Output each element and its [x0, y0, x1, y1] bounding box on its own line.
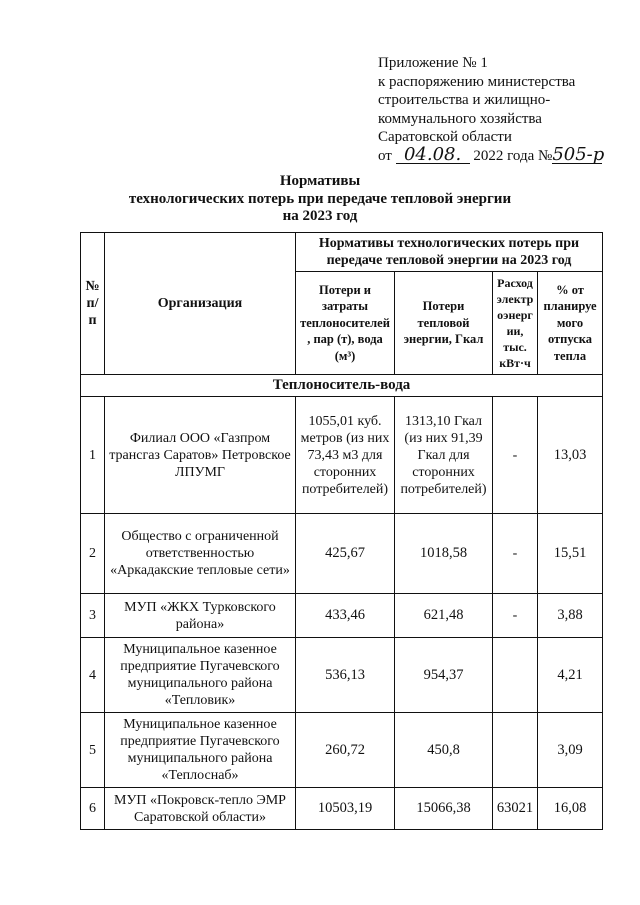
electricity-value: - [493, 397, 538, 514]
percent-value: 4,21 [538, 638, 603, 713]
header-percent: % от планируемого отпуска тепла [538, 272, 603, 375]
handwritten-date: 04.08. [396, 147, 470, 164]
electricity-value [493, 638, 538, 713]
title-line: Нормативы [279, 173, 361, 189]
header-coolant-losses: Потери и затраты теплоносителей, пар (т), вода (м³) [296, 272, 395, 375]
heat-losses: 1313,10 Гкал (из них 91,39 Гкал для сторонних потребителей) [395, 397, 493, 514]
table-row [81, 638, 603, 713]
header-number: № п/п [81, 233, 105, 375]
header-heat-losses: Потери тепловой энергии, Гкал [395, 272, 493, 375]
heat-losses: 15066,38 [395, 788, 493, 830]
table-row [81, 397, 603, 514]
heat-losses: 450,8 [395, 713, 493, 788]
appendix-ref-line: строительства и жилищно- [378, 92, 551, 109]
electricity-value: - [493, 514, 538, 594]
table-row [81, 594, 603, 638]
table-row [81, 713, 603, 788]
percent-value: 15,51 [538, 514, 603, 594]
electricity-value [493, 713, 538, 788]
organization-name: МУП «Покровск-тепло ЭМР Саратовской области» [105, 788, 296, 830]
organization-name: Общество с ограниченной ответственностью «Аркадакские тепловые сети» [105, 514, 296, 594]
row-number: 2 [81, 514, 105, 594]
coolant-losses: 425,67 [296, 514, 395, 594]
table-row [81, 514, 603, 594]
table-row [81, 788, 603, 830]
percent-value: 16,08 [538, 788, 603, 830]
row-number: 3 [81, 594, 105, 638]
heat-losses: 1018,58 [395, 514, 493, 594]
percent-value: 3,88 [538, 594, 603, 638]
appendix-ref-line: коммунального хозяйства [378, 110, 542, 127]
electricity-value: 63021 [493, 788, 538, 830]
coolant-losses: 433,46 [296, 594, 395, 638]
date-prefix: от [378, 147, 392, 164]
heat-losses: 621,48 [395, 594, 493, 638]
document-title [0, 173, 640, 226]
appendix-number: Приложение № 1 [378, 55, 488, 71]
row-number: 5 [81, 713, 105, 788]
appendix-ref-line: к распоряжению министерства [378, 73, 576, 90]
percent-value: 3,09 [538, 713, 603, 788]
title-line: на 2023 год [282, 208, 358, 224]
row-number: 1 [81, 397, 105, 514]
section-row [81, 375, 603, 397]
organization-name: Муниципальное казенное предприятие Пугачевского муниципального района «Теплоснаб» [105, 713, 296, 788]
heat-losses: 954,37 [395, 638, 493, 713]
coolant-losses: 10503,19 [296, 788, 395, 830]
appendix-ref-line: Саратовской области [378, 129, 512, 146]
coolant-losses: 536,13 [296, 638, 395, 713]
header-norms-group: Нормативы технологических потерь при передаче тепловой энергии на 2023 год [296, 233, 603, 272]
section-title: Теплоноситель-вода [81, 375, 603, 397]
row-number: 4 [81, 638, 105, 713]
percent-value: 13,03 [538, 397, 603, 514]
order-date-line [378, 143, 628, 166]
row-number: 6 [81, 788, 105, 830]
electricity-value: - [493, 594, 538, 638]
organization-name: Муниципальное казенное предприятие Пугачевского муниципального района «Тепловик» [105, 638, 296, 713]
handwritten-order-number: 505-р [552, 143, 605, 165]
coolant-losses: 1055,01 куб. метров (из них 73,43 м3 для сторонних потребителей) [296, 397, 395, 514]
header-electricity: Расход электроэнергии, тыс. кВт·ч [493, 272, 538, 375]
title-line: технологических потерь при передаче тепловой энергии [128, 190, 512, 207]
norms-table [80, 232, 603, 830]
coolant-losses: 260,72 [296, 713, 395, 788]
table-header-row [81, 233, 603, 272]
appendix-header [378, 54, 628, 166]
header-organization: Организация [105, 233, 296, 375]
year-label: 2022 года № [473, 147, 553, 164]
organization-name: МУП «ЖКХ Турковского района» [105, 594, 296, 638]
organization-name: Филиал ООО «Газпром трансгаз Саратов» Петровское ЛПУМГ [105, 397, 296, 514]
